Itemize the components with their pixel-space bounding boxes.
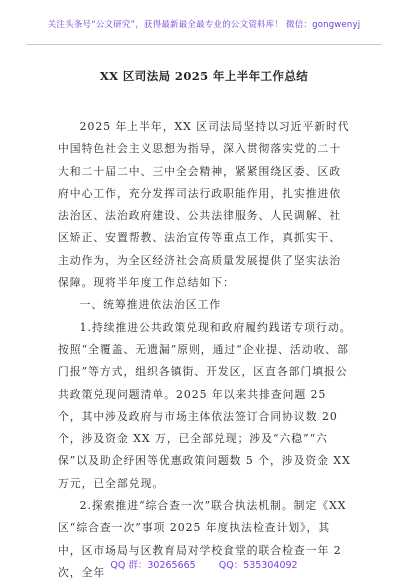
intro-paragraph: 2025 年上半年，XX 区司法局坚持以习近平新时代中国特色社会主义思想为指导，深入贯彻落实党的二十大和二十届二中、三中全会精神，紧紧围绕区委、区政府中心工作，充分发挥司法行政职能作用，扎实推进依法治区、法治政府建设、公共法律服务、人民调解、社区矫正、安置帮教、法治宣传等重点工作，真抓实干、主动作为，为全区经济社会高质量发展提供了坚实法治保障。现将半年度工作总结如下： xyxy=(58,120,350,290)
contact-footer xyxy=(0,557,408,571)
qq-group-text: QQ 群：30265665 xyxy=(110,560,196,571)
promo-header: 关注头条号“公文研究”，获得最新最全最专业的公文资料库！ 微信：gongwenyj xyxy=(47,20,361,30)
document-body xyxy=(58,116,352,584)
section-heading: 一、统筹推进依法治区工作 xyxy=(79,298,222,312)
paragraph-item-2: 2.探索推进“综合查一次”联合执法机制。制定《XX 区“综合查一次”事项 2025 年度执法检查计划》，其中，区市场局与区教育局对学校食堂的联合检查一年 2 次，全年 xyxy=(58,499,347,579)
header-divider xyxy=(26,44,382,45)
document-title: XX 区司法局 2025 年上半年工作总结 xyxy=(99,69,309,83)
paragraph-item-1: 1.持续推进公共政策兑现和政府履约践诺专项行动。按照“全覆盖、无遗漏”原则，通过“企业提、活动收、部门报”等方式，组织各镇街、开发区，区直各部门填报公共政策兑现问题清单。2025 年以来共排查问题 25 个，其中涉及政府与市场主体依法签订合同协议数 20 个，涉及资金 XX 万，已全部兑现；涉及“六稳”“六保”以及助企纾困等优惠政策问题数 5 个，涉及资金 XX 万元，已全部兑现。 xyxy=(58,320,352,490)
qq-number-text: QQ：535304092 xyxy=(218,560,298,571)
